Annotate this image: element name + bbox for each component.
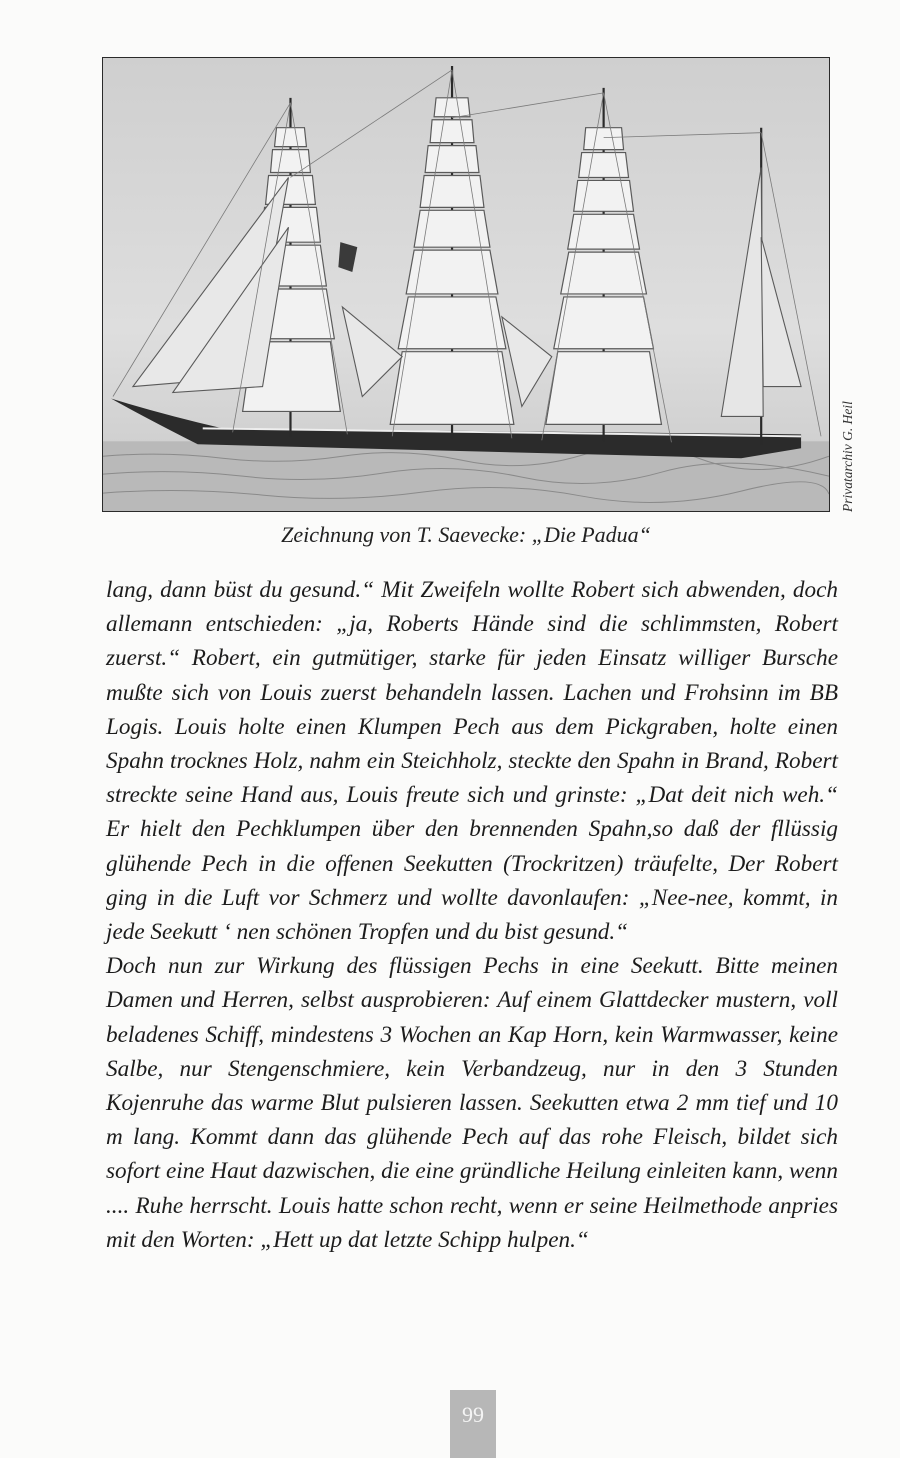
body-text [106,573,838,1257]
ship-drawing-figure [102,57,830,512]
paragraph-1: lang, dann büst du gesund.“ Mit Zweifeln wollte Robert sich abwenden, doch allemann entschieden: „ja, Roberts Hände sind die schlimmsten, Robert zuerst.“ Robert, ein gutmütiger, starke für jeden Einsatz williger Bursche mußte sich von Louis zuerst behandeln lassen. Lachen und Frohsinn im BB Logis. Louis holte einen Klumpen Pech aus dem Pickgraben, holte einen Spahn trocknes Holz, nahm ein Steichholz, steckte den Spahn in Brand, Robert streckte seine Hand aus, Louis freute sich und grinste: „Dat deit nich weh.“ Er hielt den Pechklumpen über den brennenden Spahn,so daß der fllüssig glühende Pech in die offenen Seekutten (Trockritzen) träufelte, Der Robert ging in die Luft vor Schmerz und wollte davonlaufen: „Nee-nee, kommt, in jede Seekutt ‘ nen schönen Tropfen und du bist gesund.“ [106,577,838,946]
ship-drawing-illustration [103,58,829,511]
figure-caption: Zeichnung von T. Saevecke: „Die Padua“ [281,522,651,547]
page-number: 99 [450,1390,496,1458]
paragraph-2: Doch nun zur Wirkung des flüssigen Pechs in eine Seekutt. Bitte meinen Damen und Herren, selbst ausprobieren: Auf einem Glattdecker mustern, voll beladenes Schiff, mindestens 3 Wochen an Kap Horn, kein Warmwasser, keine Salbe, nur Stengenschmiere, kein Verbandzeug, nur in den 3 Stunden Kojenruhe das warme Blut pulsieren lassen. Seekutten etwa 2 mm tief und 10 m lang. Kommt dann das glühende Pech auf das rohe Fleisch, bildet sich sofort eine Haut dazwischen, die eine gründliche Heilung einleiten kann, wenn .... Ruhe herrscht. Louis hatte schon recht, wenn er seine Heilmethode anpries mit den Worten: „Hett up dat letzte Schipp hulpen.“ [106,953,838,1253]
photo-credit: Privatarchiv G. Heil [840,401,855,512]
